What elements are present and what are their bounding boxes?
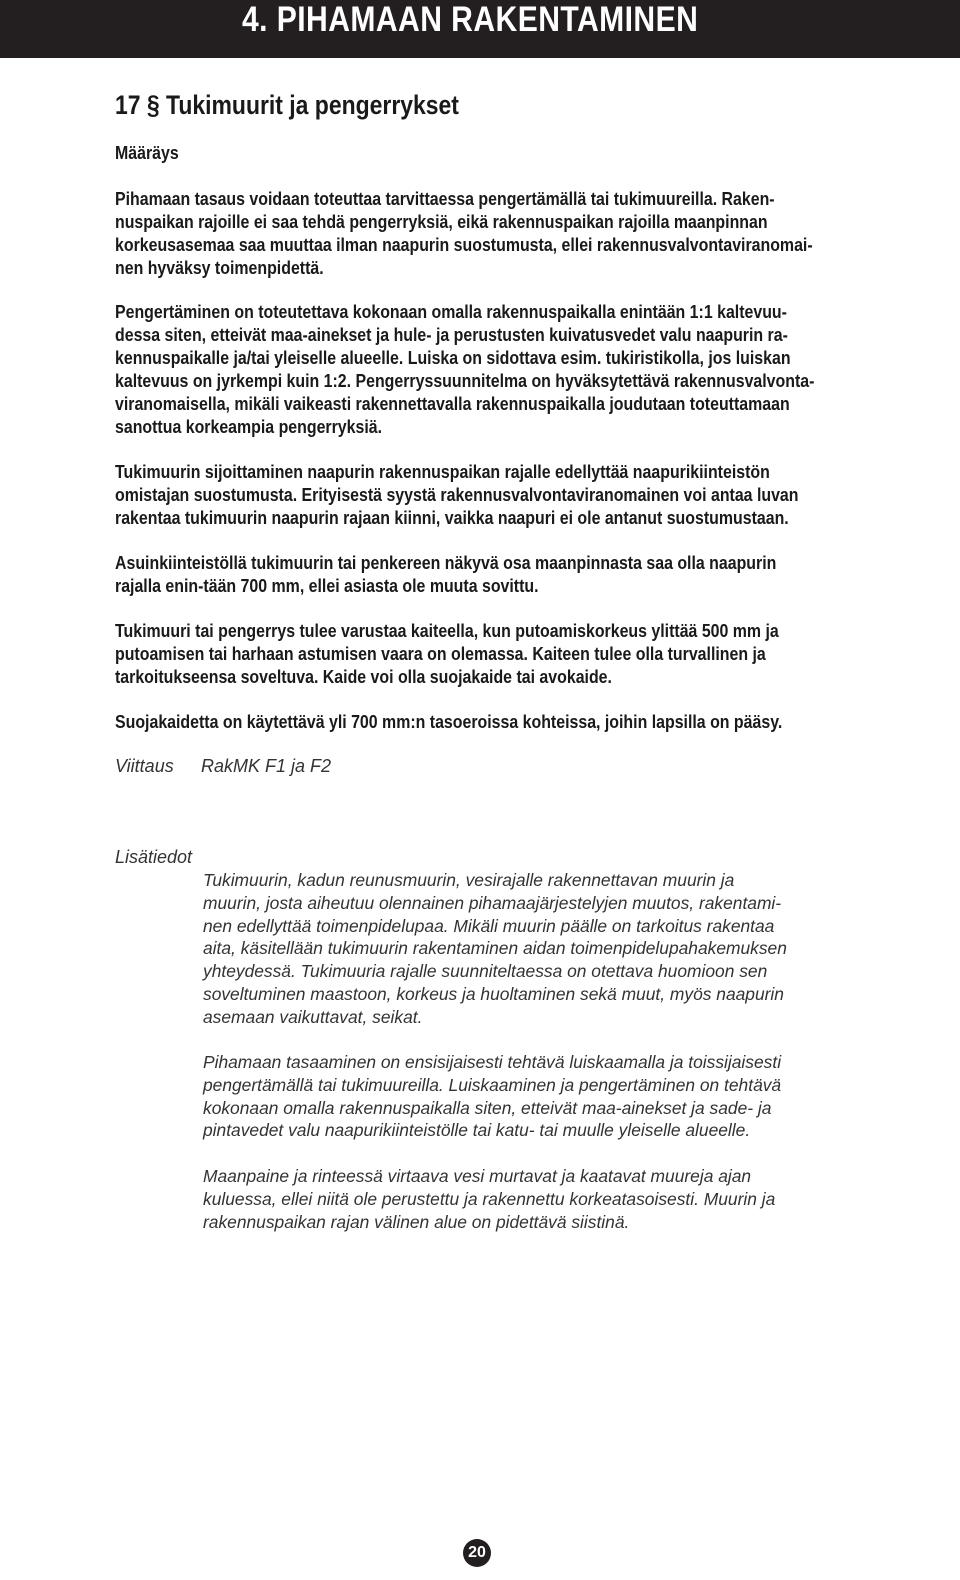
text-line: rakentaa tukimuurin naapurin rajaan kiinni, vaikka naapuri ei ole antanut suostumustaan. [115, 507, 789, 528]
text-line: omistajan suostumusta. Erityisestä syystä rakennusvalvontaviranomainen voi antaa luvan [115, 484, 799, 505]
text-line: rajalla enin-tään 700 mm, ellei asiasta ole muuta sovittu. [115, 575, 539, 596]
chapter-header-bar [0, 0, 960, 58]
info-paragraph-3 [203, 1165, 863, 1233]
regulation-label: Määräys [115, 142, 179, 163]
text-line: Tukimuurin sijoittaminen naapurin rakennuspaikan rajalle edellyttää naapurikiinteistön [115, 461, 770, 482]
text-line: sanottua korkeampia pengerryksiä. [115, 416, 383, 437]
text-line: kuluessa, ellei niitä ole perustettu ja rakennettu korkeatasoisesti. Muurin ja [203, 1188, 776, 1209]
text-line: Maanpaine ja rinteessä virtaava vesi murtavat ja kaatavat muureja ajan [203, 1166, 752, 1186]
text-line: pintavedet valu naapurikiinteistölle tai katu- tai muulle yleiselle alueelle. [203, 1120, 751, 1141]
text-line: kokonaan omalla rakennuspaikalla siten, etteivät maa-ainekset ja sade- ja [203, 1097, 772, 1118]
text-line: nen hyväksy toimenpidettä. [115, 257, 324, 278]
regulation-paragraph-6 [115, 710, 829, 733]
text-line: kennuspaikalle ja/tai yleiselle alueelle. Luiska on sidottava esim. tukiristikolla, jos luiskan [115, 347, 791, 368]
section-title: 17 § Tukimuurit ja pengerrykset [115, 90, 459, 120]
text-line: nen edellyttää toimenpidelupaa. Mikäli muurin päälle on tarkoitus rakentaa [203, 915, 775, 936]
text-line: Pihamaan tasaus voidaan toteuttaa tarvittaessa pengertämällä tai tukimuureilla. Raken- [115, 188, 775, 209]
reference-label: Viittaus [115, 756, 174, 776]
page-number-badge: 20 [463, 1539, 491, 1567]
info-label: Lisätiedot [115, 847, 193, 867]
text-line: Pihamaan tasaaminen on ensisijaisesti tehtävä luiskaamalla ja toissijaisesti [203, 1052, 782, 1072]
text-line: asemaan vaikuttavat, seikat. [203, 1006, 423, 1027]
chapter-title: 4. PIHAMAAN RAKENTAMINEN [242, 0, 699, 39]
text-line: viranomaisella, mikäli vaikeasti rakennettavalla rakennuspaikalla joudutaan toteuttamaan [115, 393, 790, 414]
text-line: putoamisen tai harhaan astumisen vaara on olemassa. Kaiteen tulee olla turvallinen ja [115, 643, 766, 664]
text-line: kaltevuus on jyrkempi kuin 1:2. Pengerryssuunnitelma on hyväksytettävä rakennusvalvonta- [115, 370, 815, 391]
text-line: Pengertäminen on toteutettava kokonaan omalla rakennuspaikalla enintään 1:1 kaltevuu- [115, 301, 787, 322]
regulation-paragraph-4 [115, 551, 829, 597]
text-line: Tukimuuri tai pengerrys tulee varustaa kaiteella, kun putoamiskorkeus ylittää 500 mm ja [115, 620, 779, 641]
text-line: pengertämällä tai tukimuureilla. Luiskaaminen ja pengertäminen on tehtävä [203, 1074, 782, 1095]
info-paragraph-2 [203, 1051, 863, 1142]
reference-row [115, 755, 332, 778]
text-line: yhteydessä. Tukimuuria rajalle suunniteltaessa on otettava huomioon sen [203, 961, 768, 982]
regulation-paragraph-3 [115, 460, 829, 529]
text-line: aita, käsitellään tukimuurin rakentaminen aidan toimenpidelupahakemuksen [203, 938, 787, 959]
regulation-paragraph-1 [115, 187, 829, 279]
text-line: Suojakaidetta on käytettävä yli 700 mm:n tasoeroissa kohteissa, joihin lapsilla on pääsy. [115, 711, 783, 732]
text-line: Asuinkiinteistöllä tukimuurin tai penkereen näkyvä osa maanpinnasta saa olla naapurin [115, 552, 777, 573]
reference-value: RakMK F1 ja F2 [201, 756, 332, 776]
text-line: dessa siten, etteivät maa-ainekset ja hule- ja perustusten kuivatusvedet valu naapurin ra- [115, 324, 788, 345]
text-line: nuspaikan rajoille ei saa tehdä pengerryksiä, eikä rakennuspaikan rajoilla maanpinnan [115, 211, 768, 232]
text-line: soveltuminen maastoon, korkeus ja huoltaminen sekä muut, myös naapurin [203, 983, 784, 1004]
regulation-paragraph-5 [115, 619, 829, 688]
text-line: muurin, josta aiheutuu olennainen pihamaajärjestelyjen muutos, rakentami- [203, 892, 782, 913]
text-line: rakennuspaikan rajan välinen alue on pidettävä siistinä. [203, 1211, 630, 1232]
text-line: korkeusasemaa saa muuttaa ilman naapurin suostumusta, ellei rakennusvalvontaviranomai- [115, 234, 813, 255]
info-paragraph-1 [203, 869, 863, 1029]
regulation-paragraph-2 [115, 300, 829, 438]
text-line: Tukimuurin, kadun reunusmuurin, vesirajalle rakennettavan muurin ja [203, 870, 735, 890]
text-line: tarkoitukseensa soveltuva. Kaide voi olla suojakaide tai avokaide. [115, 666, 612, 687]
